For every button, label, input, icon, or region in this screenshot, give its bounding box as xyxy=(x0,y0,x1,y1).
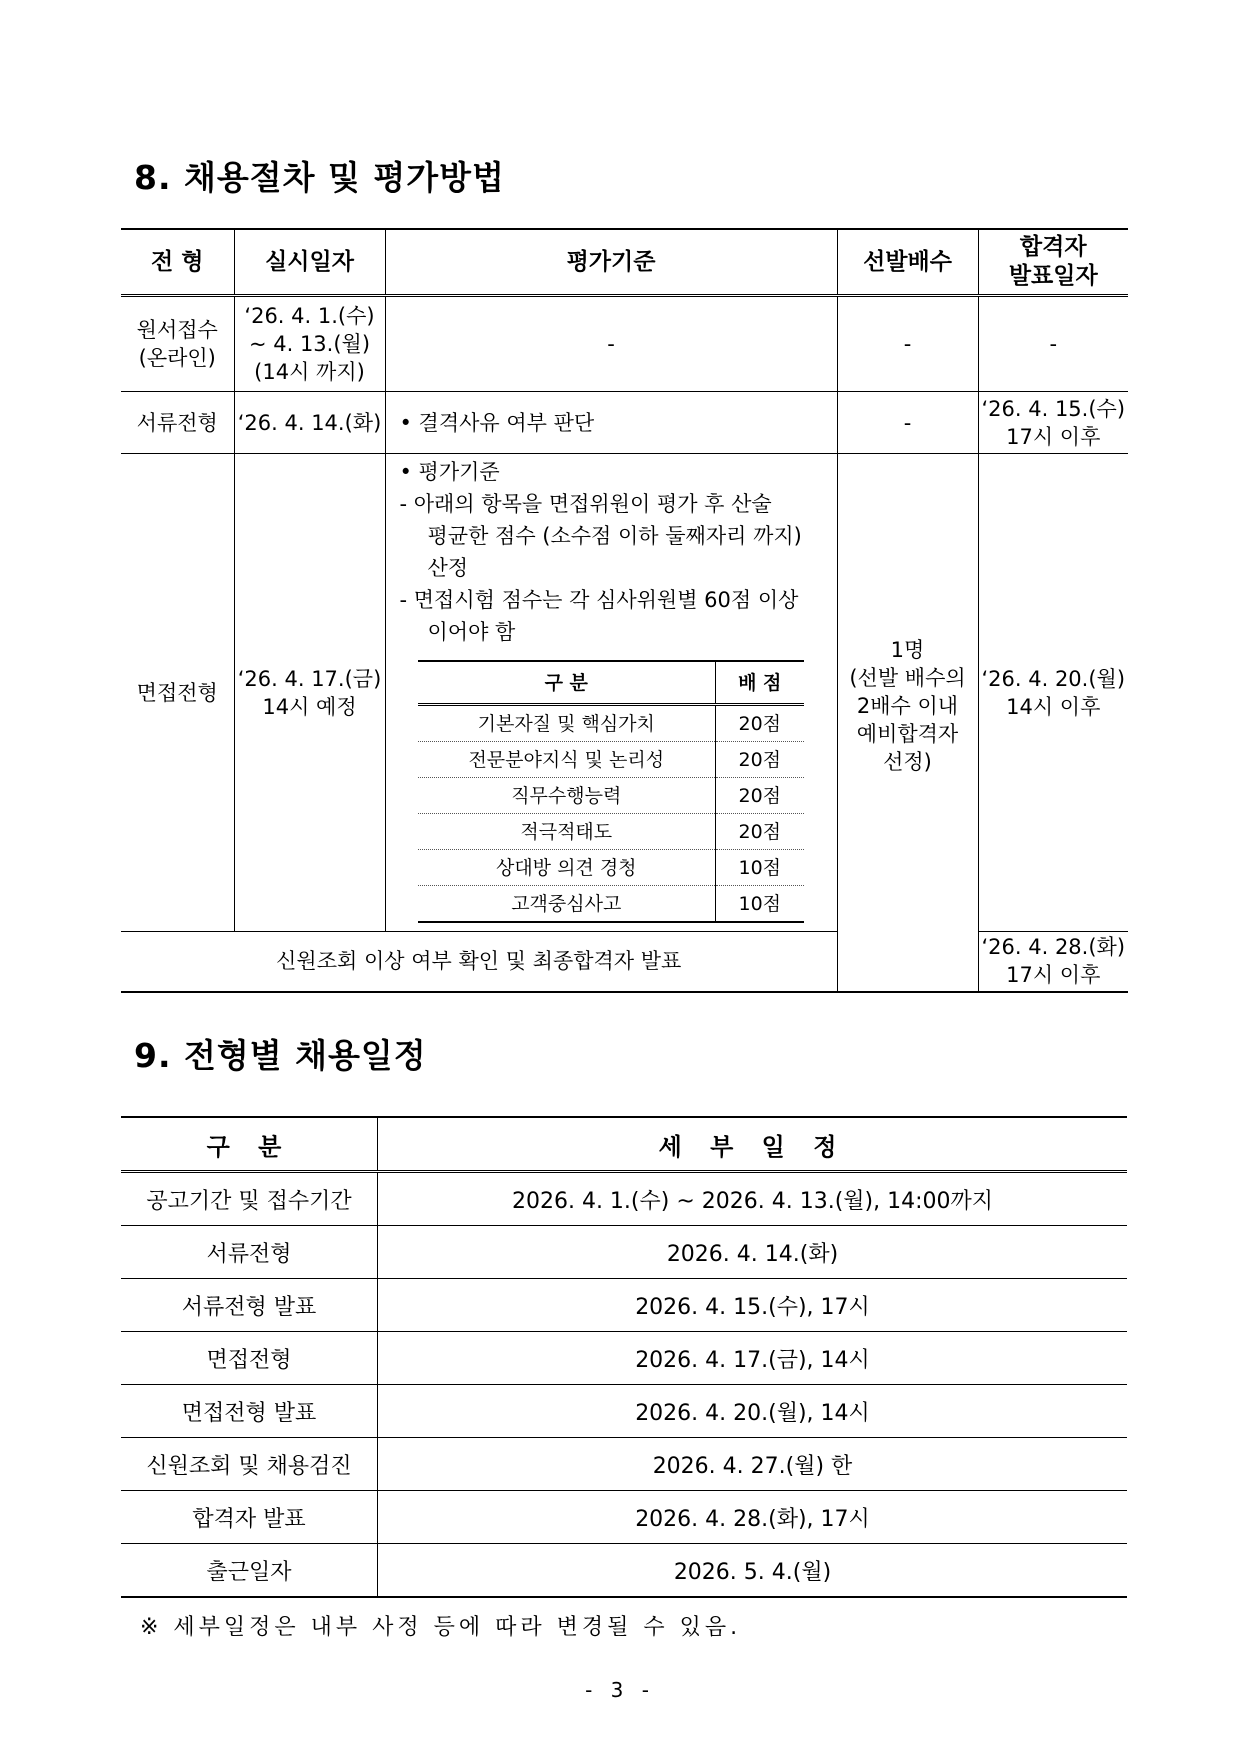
scoring-header-points: 배 점 xyxy=(716,661,804,705)
schedule-category: 합격자 발표 xyxy=(121,1491,378,1544)
scoring-category: 전문분야지식 및 논리성 xyxy=(418,742,716,778)
header-date: 실시일자 xyxy=(234,229,385,296)
scoring-points: 10점 xyxy=(716,850,804,886)
header-multiple: 선발배수 xyxy=(837,229,978,296)
schedule-row xyxy=(121,1491,1127,1544)
table-header-row xyxy=(121,229,1128,296)
schedule-detail: 2026. 4. 1.(수) ~ 2026. 4. 13.(월), 14:00까지 xyxy=(378,1172,1128,1226)
scoring-header-row xyxy=(418,661,804,705)
date-cell: ‘26. 4. 1.(수) ~ 4. 13.(월) (14시 까지) xyxy=(234,296,385,392)
stage-cell: 면접전형 xyxy=(121,454,234,932)
scoring-row xyxy=(418,778,804,814)
criteria-title: • 평가기준 xyxy=(399,460,500,484)
table-row xyxy=(121,454,1128,932)
scoring-points: 20점 xyxy=(716,778,804,814)
criteria-item-continued: 이어야 함 xyxy=(427,620,516,644)
scoring-table xyxy=(418,660,804,923)
schedule-table xyxy=(121,1116,1127,1598)
scoring-category: 상대방 의견 경청 xyxy=(418,850,716,886)
schedule-note: ※ 세부일정은 내부 사정 등에 따라 변경될 수 있음. xyxy=(140,1615,742,1640)
schedule-row xyxy=(121,1332,1127,1385)
schedule-row xyxy=(121,1172,1127,1226)
date-cell: ‘26. 4. 14.(화) xyxy=(234,392,385,454)
schedule-row xyxy=(121,1438,1127,1491)
criteria-cell xyxy=(385,454,837,932)
schedule-category: 서류전형 발표 xyxy=(121,1279,378,1332)
schedule-header-category: 구 분 xyxy=(121,1117,378,1172)
header-criteria: 평가기준 xyxy=(385,229,837,296)
schedule-header-row xyxy=(121,1117,1127,1172)
criteria-cell: • 결격사유 여부 판단 xyxy=(385,392,837,454)
announce-cell: - xyxy=(978,296,1128,392)
header-stage: 전 형 xyxy=(121,229,234,296)
multiple-cell: 1명 (선발 배수의 2배수 이내 예비합격자 선정) xyxy=(837,454,978,992)
scoring-row xyxy=(418,886,804,923)
schedule-row xyxy=(121,1226,1127,1279)
announce-cell: ‘26. 4. 15.(수) 17시 이후 xyxy=(978,392,1128,454)
scoring-category: 직무수행능력 xyxy=(418,778,716,814)
schedule-detail: 2026. 4. 15.(수), 17시 xyxy=(378,1279,1128,1332)
schedule-category: 서류전형 xyxy=(121,1226,378,1279)
final-step-cell: 신원조회 이상 여부 확인 및 최종합격자 발표 xyxy=(121,932,837,992)
schedule-detail: 2026. 4. 14.(화) xyxy=(378,1226,1128,1279)
announce-cell: ‘26. 4. 28.(화) 17시 이후 xyxy=(978,932,1128,992)
schedule-detail: 2026. 4. 27.(월) 한 xyxy=(378,1438,1128,1491)
multiple-cell: - xyxy=(837,392,978,454)
stage-cell: 서류전형 xyxy=(121,392,234,454)
criteria-item: - 아래의 항목을 면접위원이 평가 후 산술 xyxy=(399,492,772,516)
schedule-detail: 2026. 4. 20.(월), 14시 xyxy=(378,1385,1128,1438)
schedule-detail: 2026. 4. 28.(화), 17시 xyxy=(378,1491,1128,1544)
announce-cell: ‘26. 4. 20.(월) 14시 이후 xyxy=(978,454,1128,932)
scoring-category: 적극적태도 xyxy=(418,814,716,850)
multiple-cell: - xyxy=(837,296,978,392)
table-row xyxy=(121,392,1128,454)
schedule-category: 출근일자 xyxy=(121,1544,378,1598)
section9-title: 9. 전형별 채용일정 xyxy=(134,1036,427,1075)
schedule-detail: 2026. 4. 17.(금), 14시 xyxy=(378,1332,1128,1385)
header-announce: 합격자 발표일자 xyxy=(978,229,1128,296)
scoring-row xyxy=(418,705,804,742)
scoring-category: 고객중심사고 xyxy=(418,886,716,923)
page-number: - 3 - xyxy=(585,1678,655,1702)
schedule-category: 공고기간 및 접수기간 xyxy=(121,1172,378,1226)
scoring-points: 20점 xyxy=(716,742,804,778)
stage-cell: 원서접수 (온라인) xyxy=(121,296,234,392)
schedule-category: 신원조회 및 채용검진 xyxy=(121,1438,378,1491)
scoring-points: 10점 xyxy=(716,886,804,923)
scoring-category: 기본자질 및 핵심가치 xyxy=(418,705,716,742)
selection-process-table xyxy=(121,228,1128,993)
table-row xyxy=(121,296,1128,392)
criteria-item: - 면접시험 점수는 각 심사위원별 60점 이상 xyxy=(399,588,799,612)
scoring-row xyxy=(418,814,804,850)
schedule-row xyxy=(121,1544,1127,1598)
schedule-header-detail: 세 부 일 정 xyxy=(378,1117,1128,1172)
scoring-row xyxy=(418,742,804,778)
criteria-cell: - xyxy=(385,296,837,392)
scoring-points: 20점 xyxy=(738,712,782,735)
scoring-points: 20점 xyxy=(716,814,804,850)
schedule-detail: 2026. 5. 4.(월) xyxy=(378,1544,1128,1598)
scoring-row xyxy=(418,850,804,886)
schedule-category: 면접전형 발표 xyxy=(121,1385,378,1438)
scoring-header-category: 구 분 xyxy=(418,661,716,705)
section8-title: 8. 채용절차 및 평가방법 xyxy=(134,158,505,197)
date-cell: ‘26. 4. 17.(금) 14시 예정 xyxy=(234,454,385,932)
criteria-item-continued: 평균한 점수 (소수점 이하 둘째자리 까지) 산정 xyxy=(427,524,802,580)
schedule-row xyxy=(121,1385,1127,1438)
schedule-row xyxy=(121,1279,1127,1332)
schedule-category: 면접전형 xyxy=(121,1332,378,1385)
